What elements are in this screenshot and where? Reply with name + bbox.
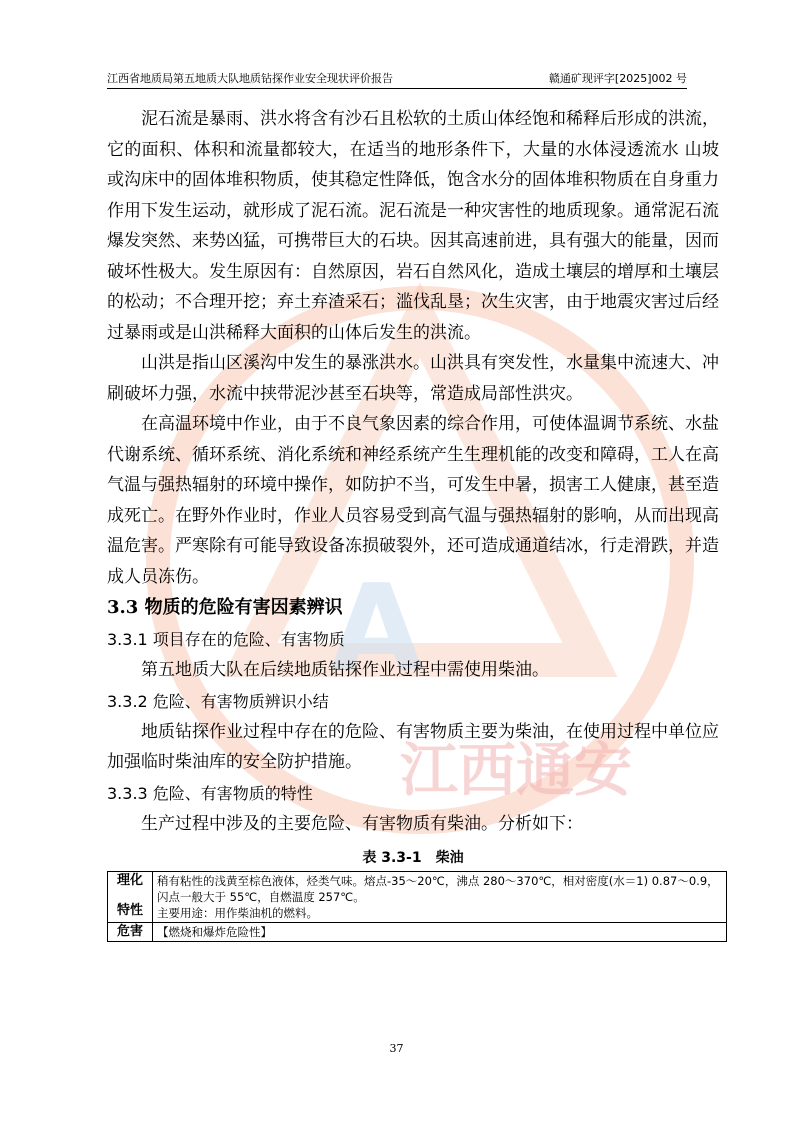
- page-header: [107, 68, 687, 89]
- header-doc-number: 赣通矿现评字[2025]002 号: [548, 72, 687, 85]
- label-physchem-top: 理化: [116, 873, 143, 888]
- paragraph-analysis-intro: 生产过程中涉及的主要危险、有害物质有柴油。分析如下：: [141, 813, 583, 834]
- paragraph-flash-flood: 山洪是指山区溪沟中发生的暴涨洪水。山洪具有突发性，水量集中流速大、冲刷破坏力强，水流中挟带泥沙甚至石块等，常造成局部性洪灾。: [107, 353, 719, 404]
- table-value-cell: [153, 872, 727, 923]
- watermark-text: 江西通安: [400, 736, 633, 804]
- label-physchem-bottom: 特性: [116, 903, 143, 918]
- heading-3-3: 3.3 物质的危险有害因素辨识: [107, 597, 343, 618]
- paragraph-summary: 地质钻探作业过程中存在的危险、有害物质主要为柴油，在使用过程中单位应加强临时柴油库的安全防护措施。: [107, 721, 719, 772]
- physchem-description: 稍有粘性的浅黄至棕色液体，烃类气味。熔点-35～20℃，沸点 280～370℃，相对密度(水＝1) 0.87～0.9，闪点一般大于 55℃，自燃温度 257℃。: [157, 874, 719, 904]
- paragraph-diesel-usage: 第五地质大队在后续地质钻探作业过程中需使用柴油。: [141, 660, 549, 680]
- hazard-value: 【燃烧和爆炸危险性】: [153, 923, 727, 942]
- page-content: [107, 104, 719, 942]
- header-title: 江西省地质局第五地质大队地质钻探作业安全现状评价报告: [107, 72, 393, 85]
- table-row: [108, 872, 727, 923]
- paragraph-temperature: 在高温环境中作业，由于不良气象因素的综合作用，可使体温调节系统、水盐代谢系统、循环系统、消化系统和神经系统产生生理机能的改变和障碍，工人在高气温与强热辐射的环境中操作，如防护不当，可发生中暑，损害工人健康，甚至造成死亡。在野外作业时，作业人员容易受到高气温与强热辐射的影响，从而出现高温危害。严寒除有可能导致设备冻损破裂外，还可造成通道结冰，行走滑跌，并造成人员冻伤。: [107, 414, 719, 587]
- watermark-blue-mark: A: [330, 560, 423, 699]
- label-hazard: 危害: [108, 923, 153, 942]
- diesel-properties-table: [107, 871, 727, 942]
- table-caption: 表 3.3-1 柴油: [362, 850, 464, 866]
- physchem-usage: 主要用途：用作柴油机的燃料。: [157, 906, 318, 920]
- table-label-cell: [108, 872, 153, 923]
- heading-3-3-2: 3.3.2 危险、有害物质辨识小结: [107, 691, 329, 711]
- heading-3-3-3: 3.3.3 危险、有害物质的特性: [107, 783, 313, 803]
- paragraph-debris-flow: 泥石流是暴雨、洪水将含有沙石且松软的土质山体经饱和稀释后形成的洪流，它的面积、体积和流量都较大，在适当的地形条件下，大量的水体浸透流水 山坡或沟床中的固体堆积物质，使其稳定性降低，饱含水分的固体堆积物质在自身重力作用下发生运动，就形成了泥石流。泥石流是一种灾害性的地质现象。通常泥石流爆发突然、来势凶猛，可携带巨大的石块。因其高速前进，具有强大的能量，因而破坏性极大。发生原因有：自然原因，岩石自然风化，造成土壤层的增厚和土壤层的松动；不合理开挖；弃土弃渣采石；滥伐乱垦；次生灾害，由于地震灾害过后经过暴雨或是山洪稀释大面积的山体后发生的洪流。: [107, 109, 719, 343]
- heading-3-3-1: 3.3.1 项目存在的危险、有害物质: [107, 630, 345, 649]
- page-number: 37: [389, 1042, 404, 1055]
- table-row: [108, 923, 727, 942]
